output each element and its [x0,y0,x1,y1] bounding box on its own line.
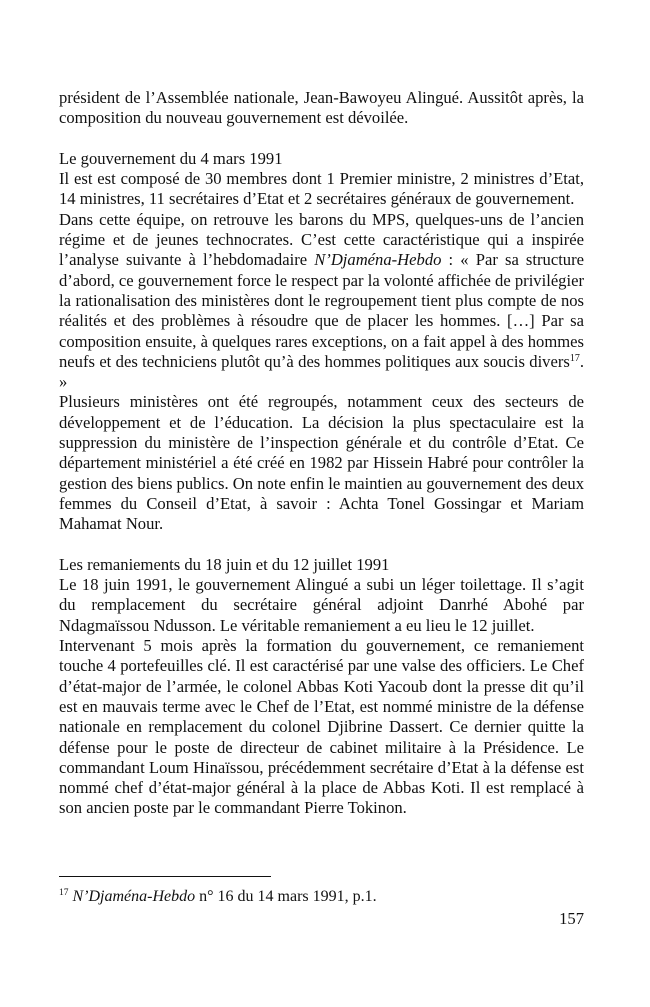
document-body [59,88,584,819]
quote-body: : « Par sa structure d’abord, ce gouvernement force le respect par la volonté affichée de privilégier la rationalisation des ministères dont le regroupement tient plus compte de nos réalités et des problèmes à résoudre que de placer les hommes. […] Par sa composition ensuite, à quelques rares exceptions, on a fait appel à des hommes neufs et des techniciens plutôt qu’à des hommes politiques aux soucis divers [59,250,584,371]
publication-title: N’Djaména-Hebdo [314,250,442,270]
paragraph-valse-officiers: Intervenant 5 mois après la formation du gouvernement, ce remaniement touche 4 portefeuilles clé. Il est caractérisé par une valse des officiers. Le Chef d’état-major de l’armée, le colonel Abbas Koti Yacoub dont la presse dit qu’il est en mauvais terme avec le Chef de l’Etat, est nommé ministre de la défense nationale en remplacement du colonel Djibrine Dassert. Ce dernier quitte la défense pour le poste de directeur de cabinet militaire à la Présidence. Le commandant Loum Hinaïssou, précédemment secrétaire d’Etat à la défense est nommé chef d’état-major général à la place de Abbas Koti. Il est remplacé à son ancien poste par le commandant Pierre Tokinon. [59,636,584,818]
footnote-publication-title: N’Djaména-Hebdo [72,888,196,905]
footnote-text: n° 16 du 14 mars 1991, p.1. [195,888,377,905]
footnote-number: 17 [59,888,69,898]
paragraph-composition: Il est est composé de 30 membres dont 1 Premier ministre, 2 ministres d’Etat, 14 ministres, 11 secrétaires d’Etat et 2 secrétaires généraux de gouvernement. [59,169,584,209]
spacer [59,129,584,149]
quote-end: . » [59,351,584,392]
footnote-17 [59,887,377,907]
intro-paragraph: président de l’Assemblée nationale, Jean-Bawoyeu Alingué. Aussitôt après, la composition du nouveau gouvernement est dévoilée. [59,88,584,128]
footnote-reference[interactable]: 17 [569,352,580,364]
paragraph-toilettage: Le 18 juin 1991, le gouvernement Alingué a subi un léger toilettage. Il s’agit du remplacement du secrétaire général adjoint Danrhé Abohé par Ndagmaïssou Ndusson. Le véritable remaniement a eu lieu le 12 juillet. [59,575,584,635]
footnote-separator [59,876,271,877]
section-heading-gouvernement-4-mars: Le gouvernement du 4 mars 1991 [59,148,283,168]
page-number: 157 [559,909,584,928]
section-heading-remaniements: Les remaniements du 18 juin et du 12 juillet 1991 [59,554,390,574]
paragraph-regroupements: Plusieurs ministères ont été regroupés, notamment ceux des secteurs de développement et de l’éducation. La décision la plus spectaculaire est la suppression du ministère de l’inspection générale et du contrôle d’Etat. Ce département ministériel a été créé en 1982 par Hissein Habré pour contrôler la gestion des biens publics. On note enfin le maintien au gouvernement des deux femmes du Conseil d’Etat, à savoir : Achta Tonel Gossingar et Mariam Mahamat Nour. [59,392,584,534]
paragraph-quotation [59,210,584,393]
spacer [59,535,584,555]
quote-lead: Dans cette équipe, on retrouve les barons du MPS, quelques-uns de l’ancien régime et de jeunes technocrates. C’est cette caractéristique qui a inspirée l’analyse suivante à l’hebdomadaire [59,209,584,270]
